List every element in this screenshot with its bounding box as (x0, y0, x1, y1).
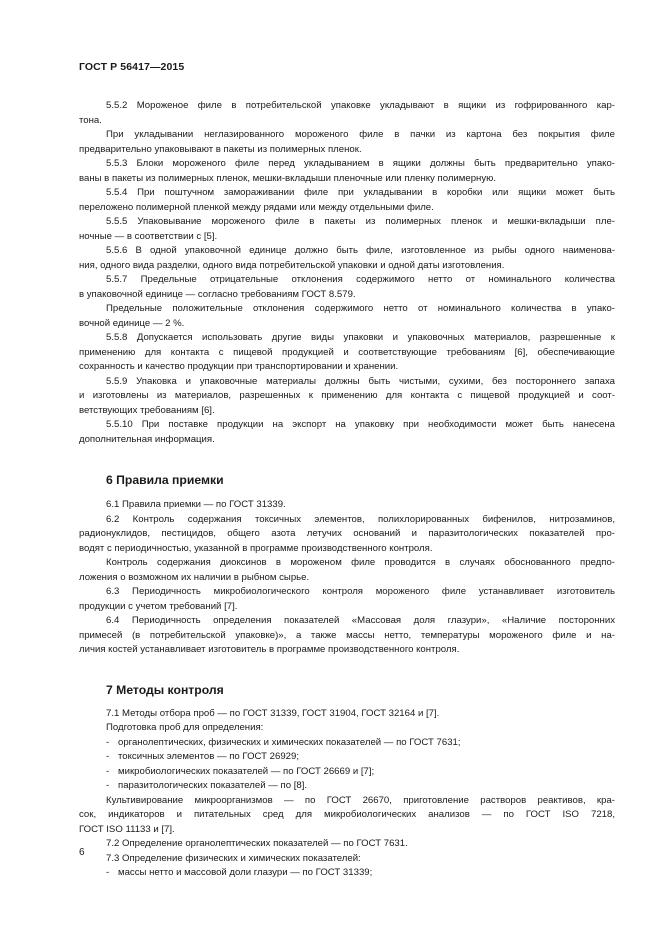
document-header: ГОСТ Р 56417—2015 (79, 61, 185, 73)
paragraph-5-5-8: 5.5.8 Допускается использовать другие виды упаковки и упаковочных материалов, разрешенные к (106, 332, 615, 343)
paragraph-dioxins-cont: ложения о возможном их наличии в рыбном сырье. (79, 571, 310, 583)
paragraph-5-5-7-cont: в упаковочной единице — согласно требованиям ГОСТ 8.579. (79, 288, 356, 300)
list-item-text: массы нетто и массовой доли глазури — по ГОСТ 31339; (118, 867, 373, 878)
paragraph-5-5-5: 5.5.5 Упаковывание мороженого филе в пакеты из полимерных пленок и мешки-вкладыши пле- (106, 216, 615, 227)
paragraph-6-4: 6.4 Периодичность определения показателей «Массовая доля глазури», «Наличие посторонних (106, 615, 615, 626)
paragraph-5-5-6: 5.5.6 В одной упаковочной единице должно быть филе, изготовленное из рыбы одного наименова- (106, 245, 615, 256)
list-dash: - (106, 751, 110, 762)
list-item (79, 736, 615, 751)
list-item (79, 866, 615, 881)
list-item-text: микробиологических показателей — по ГОСТ 26669 и [7]; (118, 765, 375, 777)
paragraph-dioxins: Контроль содержания диоксинов в мороженом филе проводится в случаях обоснованного предпо- (106, 557, 615, 568)
paragraph-5-5-9-line2: и изготовлены из материалов, разрешенных к применению для контакта с пищевой продукцией и соот- (79, 390, 615, 401)
paragraph-5-5-2-cont: тона. (79, 114, 102, 126)
paragraph-7-1: 7.1 Методы отбора проб — по ГОСТ 31339, ГОСТ 31904, ГОСТ 32164 и [7]. (106, 707, 440, 719)
paragraph-6-2-line3: водят с периодичностью, указанной в программе производственного контроля. (79, 542, 433, 554)
paragraph-positive-deviation: Предельные положительные отклонения содержимого нетто от номинального количества в упако- (106, 303, 615, 314)
paragraph-5-5-9: 5.5.9 Упаковка и упаковочные материалы должны быть чистыми, сухими, без постороннего запаха (106, 375, 615, 387)
paragraph-5-5-3-cont: ваны в пакеты из полимерных пленок, мешки-вкладыши пленочные или пленку полимерную. (79, 172, 497, 184)
list-item (79, 750, 615, 765)
list-item (79, 765, 615, 780)
paragraph-cardboard-cont: предварительно упаковывают в пакеты из полимерных пленок. (79, 143, 362, 155)
list-dash: - (106, 867, 110, 878)
page-content (79, 99, 615, 881)
paragraph-6-3-cont: продукции с учетом требований [7]. (79, 600, 238, 612)
paragraph-5-5-6-cont: ния, одного вида разделки, одного вида потребительской упаковки и одной даты изготовления. (79, 259, 505, 271)
section-7-heading: 7 Методы контроля (106, 682, 224, 697)
paragraph-6-3: 6.3 Периодичность микробиологического контроля мороженого филе устанавливает изготовитель (106, 586, 615, 597)
paragraph-5-5-2: 5.5.2 Мороженое филе в потребительской упаковке укладывают в ящики из гофрированного кар- (106, 100, 615, 111)
paragraph-5-5-8-line2: применению для контакта с пищевой продукцией и соответствующие требованиям [6], обеспечивающие (79, 346, 615, 358)
paragraph-5-5-10-cont: дополнительная информация. (79, 433, 215, 445)
list-item-text: токсичных элементов — по ГОСТ 26929; (118, 751, 300, 762)
paragraph-5-5-7: 5.5.7 Предельные отрицательные отклонения содержимого нетто от номинального количества (106, 274, 615, 285)
list-item-text: паразитологических показателей — по [8]. (118, 780, 308, 791)
paragraph-5-5-5-cont: ночные — в соответствии с [5]. (79, 230, 218, 242)
list-dash: - (106, 765, 110, 777)
paragraph-5-5-4: 5.5.4 При поштучном замораживании филе при укладывании в коробки или ящики может быть (106, 187, 615, 198)
paragraph-5-5-10: 5.5.10 При поставке продукции на экспорт на упаковку при необходимости может быть нанесена (106, 419, 615, 430)
list-item (79, 779, 615, 794)
paragraph-sample-prep: Подготовка проб для определения: (106, 722, 264, 733)
paragraph-5-5-3: 5.5.3 Блоки мороженого филе перед укладыванием в ящики должны быть предварительно упако- (106, 158, 615, 169)
list-dash: - (106, 736, 110, 748)
paragraph-6-2: 6.2 Контроль содержания токсичных элементов, полихлорированных бифенилов, нитрозаминов, (106, 513, 615, 525)
paragraph-7-2: 7.2 Определение органолептических показателей — по ГОСТ 7631. (106, 838, 408, 849)
paragraph-cultivation-line2: сок, индикаторов и питательных сред для микробиологических анализов — по ГОСТ ISO 7218, (79, 809, 615, 820)
section-6-heading: 6 Правила приемки (106, 473, 224, 487)
paragraph-6-2-line2: радионуклидов, пестицидов, общего азота летучих оснований и паразитологических показателей про- (79, 528, 615, 539)
paragraph-5-5-9-line3: ветствующих требованиям [6]. (79, 404, 215, 416)
paragraph-cardboard: При укладывании неглазированного мороженого филе в пачки из картона без покрытия филе (106, 129, 615, 140)
paragraph-7-3: 7.3 Определение физических и химических показателей: (106, 852, 361, 864)
paragraph-positive-deviation-cont: вочной единице — 2 %. (79, 317, 185, 329)
list-dash: - (106, 780, 110, 791)
paragraph-5-5-4-cont: переложено полимерной пленкой между рядами или между отдельными филе. (79, 201, 434, 213)
page-number: 6 (79, 847, 85, 858)
paragraph-5-5-8-line3: сохранность и качество продукции при транспортировании и хранении. (79, 361, 399, 372)
paragraph-cultivation-line3: ГОСТ ISO 11133 и [7]. (79, 823, 175, 835)
list-item-text: органолептических, физических и химических показателей — по ГОСТ 7631; (118, 736, 461, 748)
paragraph-6-4-line2: примесей (в потребительской упаковке)», а также массы нетто, температуры мороженого филе и на- (79, 629, 615, 641)
paragraph-6-4-line3: личия костей устанавливает изготовитель в программе производственного контроля. (79, 644, 460, 655)
paragraph-cultivation: Культивирование микроорганизмов — по ГОСТ 26670, приготовление растворов реактивов, кра- (106, 794, 615, 806)
paragraph-6-1: 6.1 Правила приемки — по ГОСТ 31339. (106, 499, 286, 510)
